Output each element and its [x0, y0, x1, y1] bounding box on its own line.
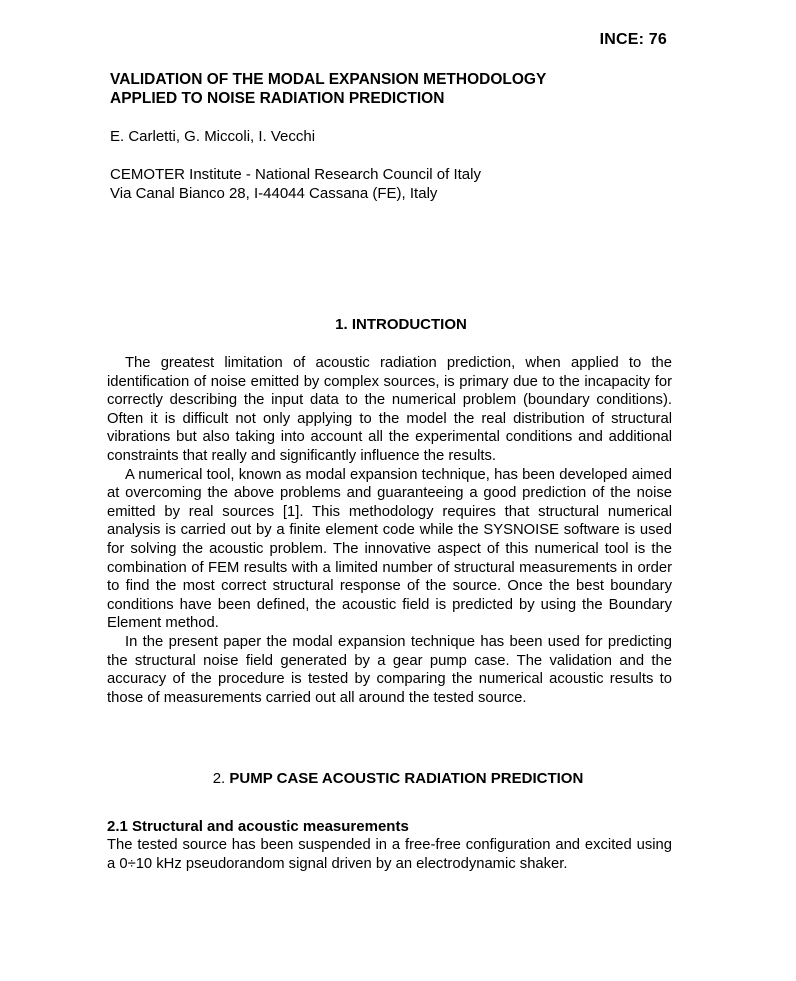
paragraph: The tested source has been suspended in a free-free configuration and excited using a 0÷10 kHz pseudorandom signal driven by an electrodynamic shaker. [107, 837, 672, 872]
introduction-body [107, 354, 672, 707]
paragraph: The greatest limitation of acoustic radiation prediction, when applied to the identification of noise emitted by complex sources, is primary due to the incapacity for correctly describing the input data to the numerical problem (boundary conditions). Often it is difficult not only applying to the model the real distribution of structural vibrations but also taking into account all the experimental conditions and additional constraints that really and significantly influence the results. [107, 355, 672, 464]
paragraph: A numerical tool, known as modal expansion technique, has been developed aimed at overcoming the above problems and guaranteeing a good prediction of the noise emitted by real sources [1]. This methodology requires that structural numerical analysis is carried out by a finite element code while the SYSNOISE software is used for solving the acoustic problem. The innovative aspect of this numerical tool is the combination of FEM results with a limited number of structural measurements in order to find the most correct structural response of the source. Once the best boundary conditions have been defined, the acoustic field is predicted by using the Boundary Element method. [107, 466, 672, 632]
section-heading-pump-case [0, 770, 796, 787]
affiliation-line-2: Via Canal Bianco 28, I-44044 Cassana (FE), Italy [110, 185, 438, 202]
section-title: PUMP CASE ACOUSTIC RADIATION PREDICTION [229, 770, 584, 787]
paper-authors: E. Carletti, G. Miccoli, I. Vecchi [110, 128, 316, 145]
paper-title-line-2: APPLIED TO NOISE RADIATION PREDICTION [110, 90, 445, 107]
paper-affiliation [110, 165, 481, 203]
affiliation-line-1: CEMOTER Institute - National Research Council of Italy [110, 166, 481, 183]
paragraph: In the present paper the modal expansion technique has been used for predicting the structural noise field generated by a gear pump case. The validation and the accuracy of the procedure is tested by comparing the numerical acoustic results to those of measurements carried out all around the tested source. [107, 633, 672, 706]
paper-title [110, 70, 546, 108]
subsection-heading-structural: 2.1 Structural and acoustic measurements [107, 818, 409, 835]
section-number: 2. [212, 770, 226, 787]
paper-code: INCE: 76 [599, 31, 667, 48]
section-heading-introduction [0, 316, 796, 333]
section-title: INTRODUCTION [351, 316, 467, 333]
paper-title-line-1: VALIDATION OF THE MODAL EXPANSION METHODOLOGY [110, 71, 547, 88]
section-number: 1. [335, 316, 348, 333]
structural-body [107, 836, 672, 873]
